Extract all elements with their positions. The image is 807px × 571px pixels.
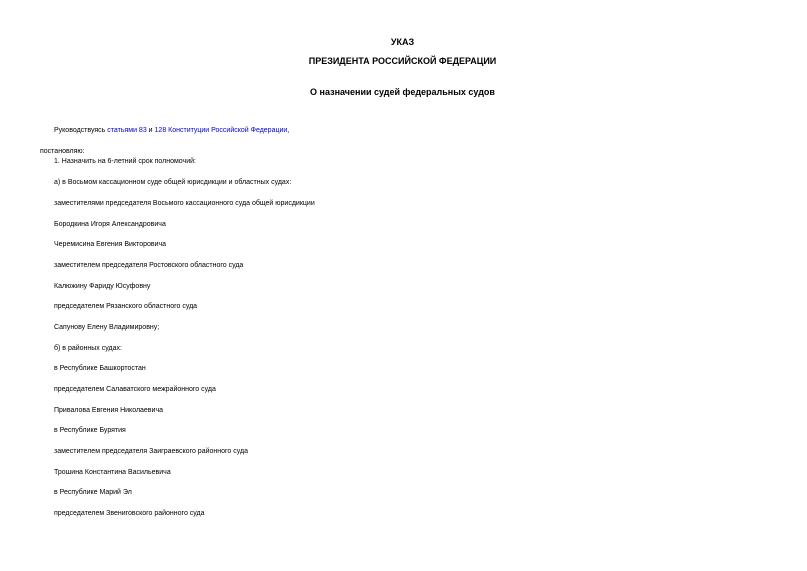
list-item: Черемисина Евгения Викторовича — [54, 241, 167, 248]
decree-subtitle: ПРЕЗИДЕНТА РОССИЙСКОЙ ФЕДЕРАЦИИ — [308, 56, 497, 66]
list-item: председателем Рязанского областного суда — [54, 303, 198, 310]
article-83-link[interactable]: статьями 83 — [107, 127, 147, 134]
list-item: Трошина Константина Васильевича — [54, 469, 171, 476]
intro-and: и — [146, 127, 155, 134]
list-item: в Республике Марий Эл — [54, 489, 132, 496]
intro-paragraph — [54, 126, 289, 135]
list-item: заместителем председателя Заиграевского районного суда — [54, 448, 248, 455]
intro-prefix: Руководствуясь — [54, 127, 108, 134]
list-item: Калюжину Фариду Юсуфовну — [54, 283, 151, 290]
decree-title: УКАЗ — [390, 37, 415, 47]
list-item: председателем Салаватского межрайонного суда — [54, 386, 216, 393]
constitution-link[interactable]: 128 Конституции Российской Федерации — [154, 127, 288, 134]
list-item: а) в Восьмом кассационном суде общей юрисдикции и областных судах: — [54, 179, 292, 186]
list-item: председателем Звениговского районного суда — [54, 510, 205, 517]
list-item: Сапунову Елену Владимировну; — [54, 324, 160, 331]
list-item: заместителями председателя Восьмого кассационного суда общей юрисдикции — [54, 200, 315, 207]
decree-verb: постановляю: — [40, 148, 85, 155]
list-item: 1. Назначить на 6-летний срок полномочий: — [54, 158, 196, 165]
list-item: заместителем председателя Ростовского областного суда — [54, 262, 244, 269]
list-item: Бородкина Игоря Александровича — [54, 221, 166, 228]
list-item: б) в районных судах: — [54, 345, 122, 352]
list-item: Привалова Евгения Николаевича — [54, 407, 163, 414]
list-item: в Республике Бурятия — [54, 427, 126, 434]
decree-heading: О назначении судей федеральных судов — [310, 87, 495, 97]
intro-suffix: , — [287, 127, 290, 134]
list-item: в Республике Башкортостан — [54, 365, 146, 372]
